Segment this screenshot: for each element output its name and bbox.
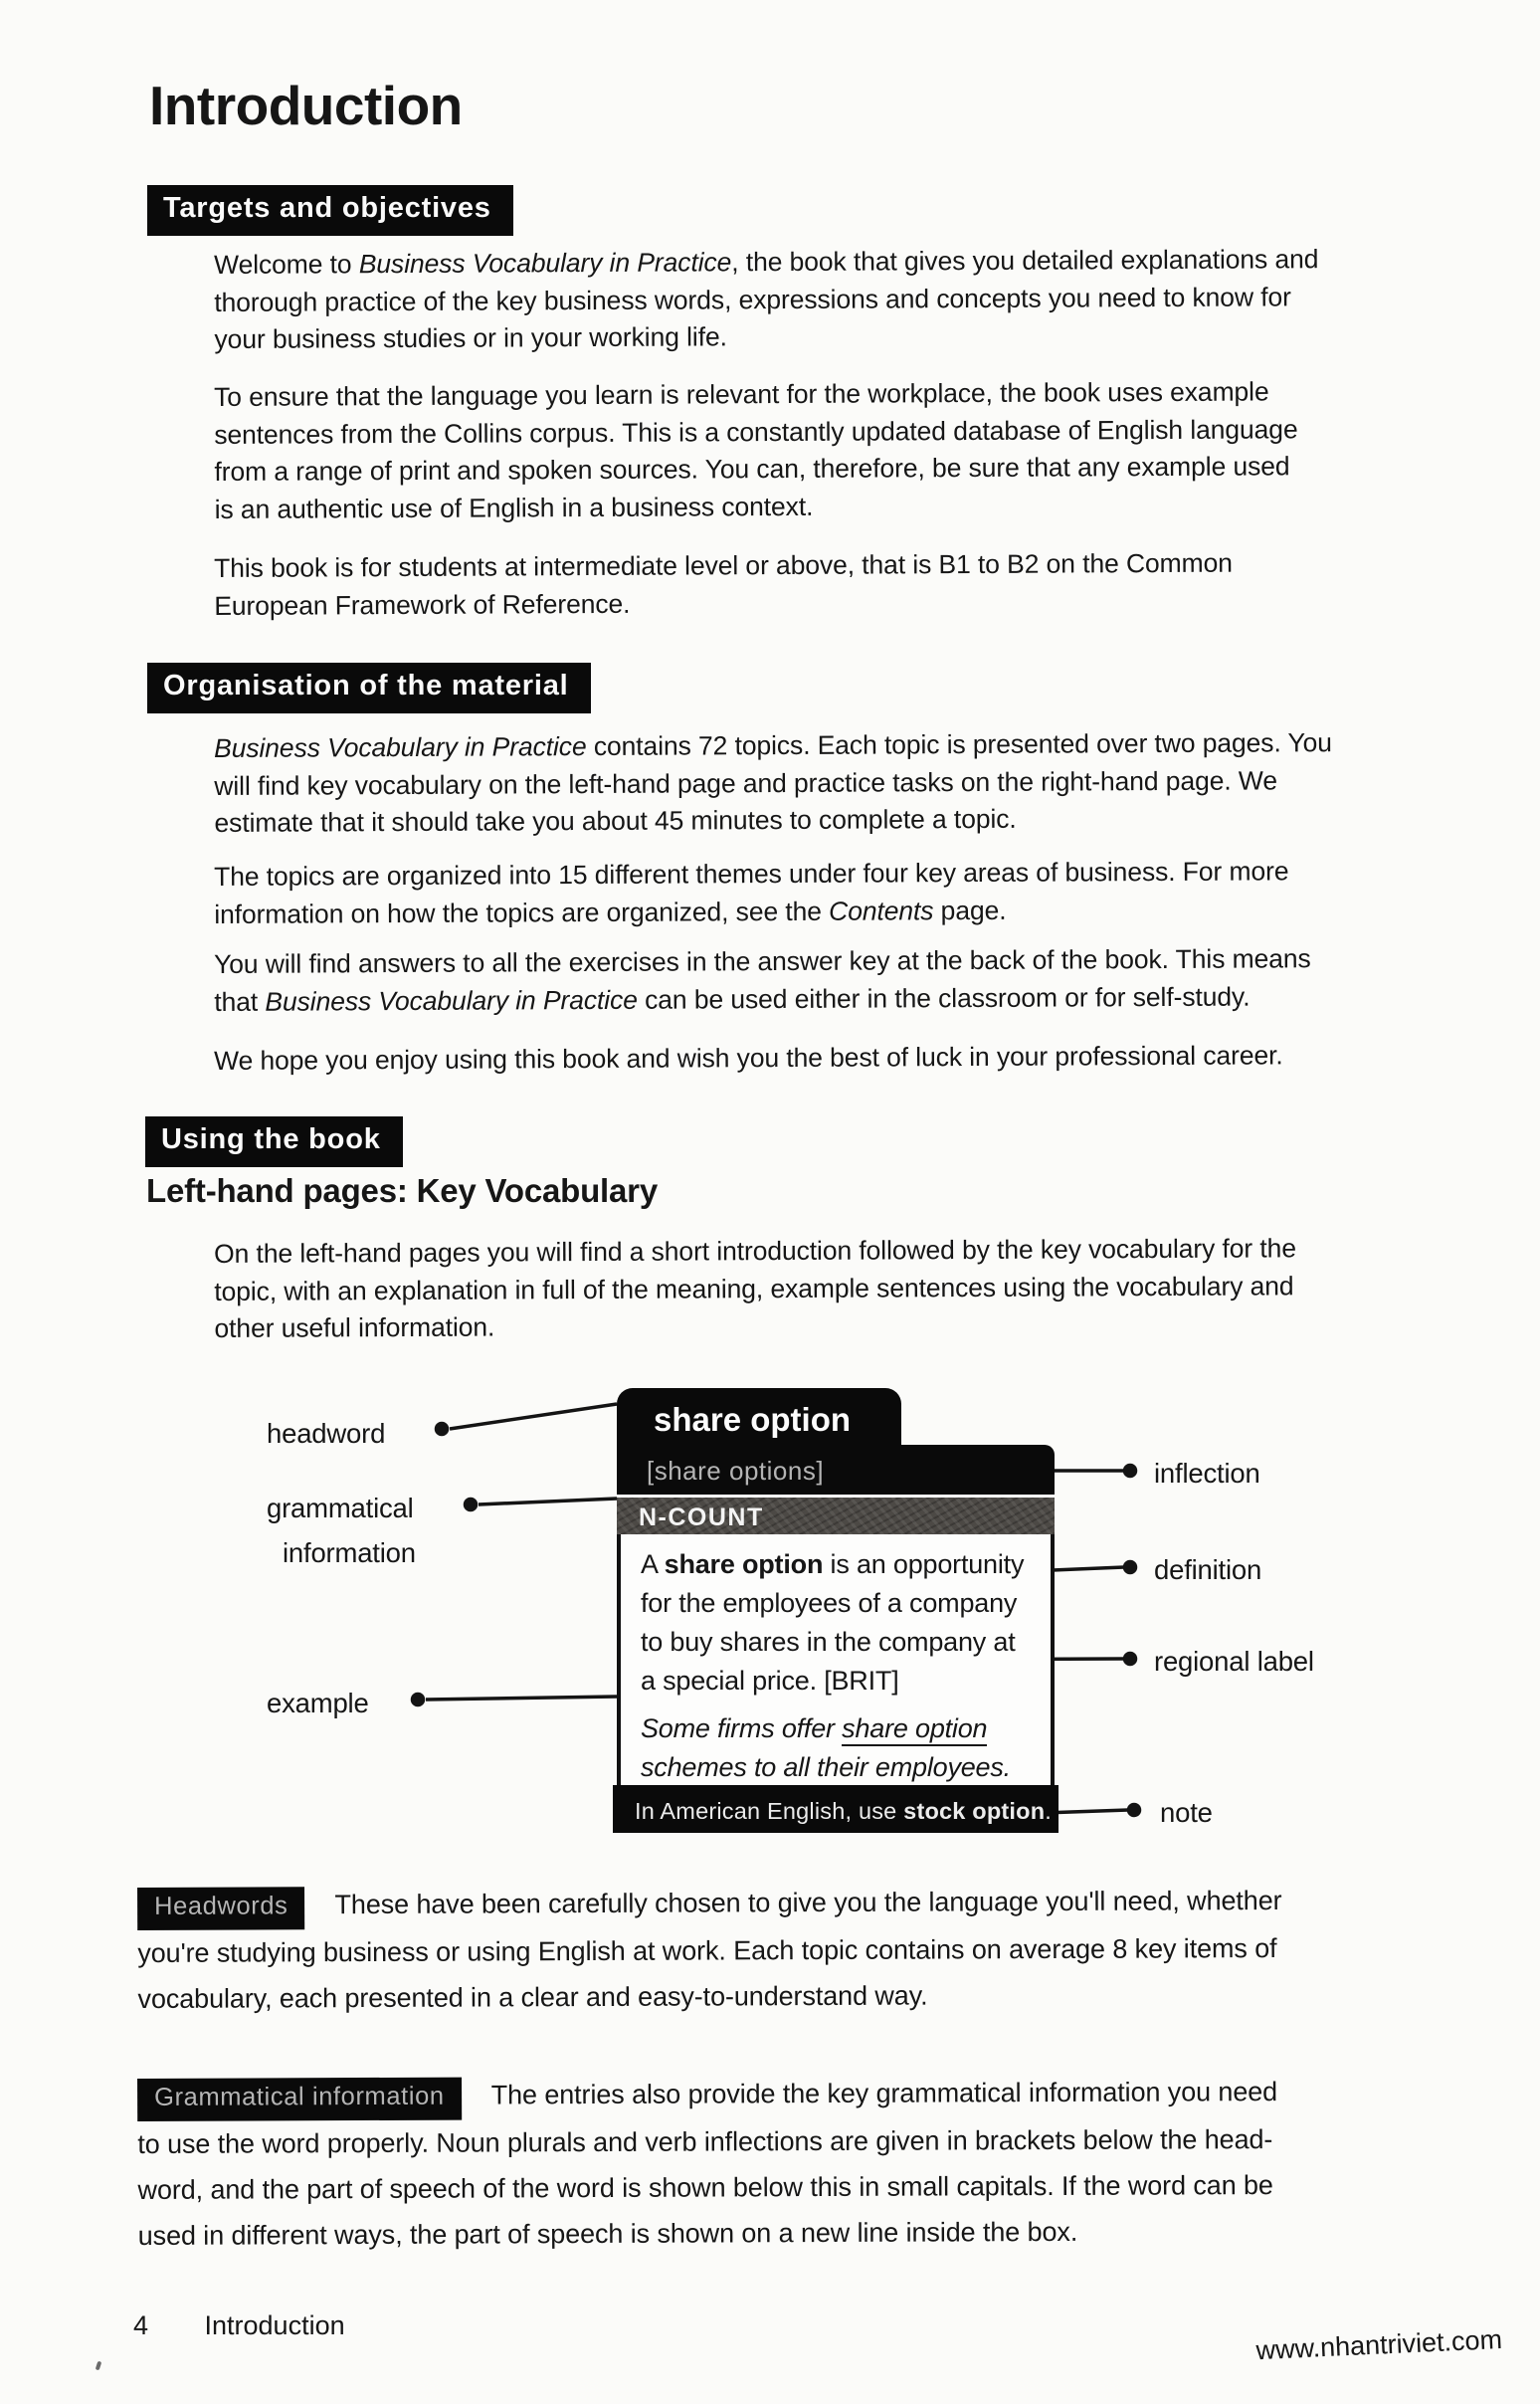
section-heading-organisation: Organisation of the material (147, 663, 591, 713)
paragraph-good-luck (214, 1037, 1283, 1080)
callout-label-grammatical-information (267, 1486, 416, 1575)
connector-example (426, 1697, 617, 1700)
footer-section-title: Introduction (204, 2310, 345, 2340)
text-segment: . (1045, 1798, 1052, 1824)
callout-label-headword: headword (267, 1418, 386, 1449)
text-segment: A (641, 1549, 665, 1579)
text-line (214, 1230, 1296, 1273)
text-segment: other useful information. (214, 1311, 495, 1343)
entry-inflection: [share options] (617, 1445, 1055, 1495)
text-line (214, 241, 1318, 284)
text-line (138, 2206, 1516, 2258)
text-segment: estimate that it should take you about 45 minutes to complete a topic. (214, 803, 1017, 838)
text-segment: sentences from the Collins corpus. This is a constantly updated database of English language (214, 413, 1298, 450)
entry-headword: share option (617, 1388, 901, 1450)
paragraph-themes (214, 853, 1289, 933)
section-heading-targets-and-objectives: Targets and objectives (147, 185, 513, 236)
text-line (641, 1709, 1037, 1748)
text-segment: We hope you enjoy using this book and wish you the best of luck in your professional career. (214, 1040, 1283, 1076)
text-line (641, 1623, 1037, 1662)
text-segment: Business Vocabulary in Practice (358, 247, 732, 280)
text-segment: The entries also provide the key grammatical information you need (490, 2076, 1278, 2110)
text-segment: European Framework of Reference. (214, 588, 631, 621)
text-line (214, 373, 1297, 416)
text-segment: for the employees of a company (641, 1588, 1018, 1618)
text-line (214, 724, 1332, 767)
text-line (214, 411, 1297, 454)
callout-label-line: grammatical (267, 1493, 414, 1523)
text-segment: , the book that gives you detailed explanations and (731, 244, 1319, 278)
section-badge: Grammatical information (137, 2078, 462, 2121)
text-segment: stock option (903, 1798, 1046, 1824)
text-segment: to buy shares in the company at (641, 1627, 1016, 1657)
text-segment: word, and the part of speech of the word is shown below this in small capitals. If the word can be (137, 2169, 1273, 2205)
text-segment: This book is for students at intermediate level or above, that is B1 to B2 on the Common (214, 547, 1233, 583)
text-segment: Business Vocabulary in Practice (214, 731, 587, 763)
text-line (214, 315, 1318, 358)
text-line (215, 486, 1298, 528)
text-segment: The topics are organized into 15 different themes under four key areas of business. For more (214, 856, 1289, 892)
text-line (214, 978, 1311, 1021)
text-segment: contains 72 topics. Each topic is presented over two pages. You (586, 727, 1332, 762)
text-segment: is an opportunity (823, 1549, 1025, 1579)
connector-dot-grammatical (466, 1500, 477, 1510)
scan-speck (96, 2361, 102, 2371)
footer-website: www.nhantriviet.com (1254, 2324, 1503, 2366)
connector-dot-example (413, 1695, 424, 1705)
text-line (137, 2114, 1515, 2166)
text-segment: that (214, 986, 266, 1017)
section-badge: Headwords (137, 1887, 305, 1929)
text-segment: Welcome to (214, 249, 359, 280)
text-segment: will find key vocabulary on the left-hand page and practice tasks on the right-hand page. We (214, 764, 1277, 801)
headwords-paragraph (137, 1877, 1516, 2022)
paragraph-answer-key (214, 940, 1311, 1021)
text-segment: Contents (829, 895, 934, 926)
text-segment: a special price. [BRIT] (641, 1666, 899, 1696)
text-segment: vocabulary, each presented in a clear and easy-to-understand way. (137, 1980, 928, 2014)
paragraph-topics (214, 724, 1332, 842)
text-line (641, 1545, 1037, 1584)
text-line (214, 1304, 1296, 1347)
text-line (214, 545, 1233, 588)
entry-example (641, 1709, 1037, 1787)
text-line (214, 448, 1297, 491)
text-segment: to use the word properly. Noun plurals and verb inflections are given in brackets below the head- (137, 2123, 1273, 2159)
callout-label-example: example (267, 1688, 369, 1718)
connector-grammatical-information (479, 1499, 617, 1504)
text-line (214, 1037, 1283, 1080)
text-segment: your business studies or in your working life. (214, 321, 727, 354)
callout-label-inflection: inflection (1154, 1458, 1260, 1489)
text-segment: thorough practice of the key business words, expressions and concepts you need to know for (214, 281, 1291, 317)
text-line (635, 1798, 1059, 1825)
text-line (137, 1969, 1515, 2021)
text-line (641, 1748, 1037, 1787)
text-line (214, 582, 1233, 625)
section-heading-using-the-book: Using the book (145, 1116, 403, 1167)
text-line (214, 891, 1289, 933)
footer-page-number: 4 (133, 2310, 149, 2340)
page-title: Introduction (149, 75, 463, 136)
text-segment: can be used either in the classroom or for self-study. (637, 981, 1251, 1015)
text-segment: These have been carefully chosen to give you the language you'll need, whether (334, 1885, 1282, 1920)
text-segment: share option (664, 1549, 824, 1579)
grammatical-information-paragraph (137, 2068, 1516, 2259)
callout-label-regional-label: regional label (1154, 1646, 1314, 1677)
text-line (214, 799, 1332, 842)
text-line (214, 279, 1318, 321)
text-segment: page. (933, 895, 1007, 925)
text-line (641, 1584, 1037, 1623)
text-segment: Some firms offer (641, 1713, 843, 1743)
paragraph-left-hand-pages (214, 1230, 1296, 1347)
text-line (214, 940, 1311, 983)
connector-dot-definition (1125, 1562, 1136, 1573)
entry-body (617, 1534, 1055, 1785)
text-segment: In American English, use (635, 1798, 904, 1824)
text-segment: is an authentic use of English in a business context. (214, 491, 814, 524)
footer (133, 2310, 345, 2341)
connector-headword (450, 1404, 617, 1429)
text-segment: On the left-hand pages you will find a short introduction followed by the key vocabulary for the (214, 1233, 1297, 1269)
text-line (137, 2160, 1515, 2212)
connector-dot-headword (437, 1424, 448, 1435)
paragraph-level (214, 545, 1233, 625)
text-line (214, 853, 1289, 896)
text-segment: To ensure that the language you learn is relevant for the workplace, the book uses example (214, 376, 1269, 412)
paragraph-collins-corpus (214, 373, 1298, 528)
connector-dot-note (1129, 1805, 1140, 1816)
text-line (214, 762, 1332, 805)
text-line (137, 2068, 1515, 2121)
callout-label-note: note (1160, 1797, 1213, 1828)
subheading-left-hand-pages: Left-hand pages: Key Vocabulary (146, 1172, 658, 1209)
text-segment: You will find answers to all the exercises in the answer key at the back of the book. This means (214, 943, 1311, 979)
callout-label-line: information (283, 1537, 416, 1568)
text-segment: share option (842, 1713, 987, 1746)
text-segment: used in different ways, the part of speech is shown on a new line inside the box. (137, 2216, 1078, 2251)
callout-label-definition: definition (1154, 1554, 1262, 1585)
text-line (641, 1662, 1037, 1701)
text-segment: schemes to all their employees. (641, 1752, 1011, 1782)
text-line (137, 1877, 1515, 1930)
connector-dot-regional-label (1125, 1654, 1136, 1665)
text-line (214, 1268, 1296, 1310)
text-segment: Business Vocabulary in Practice (265, 984, 638, 1017)
entry-note (613, 1785, 1059, 1833)
entry-part-of-speech: N-COUNT (617, 1495, 1055, 1534)
text-line (137, 1923, 1515, 1975)
text-segment: topic, with an explanation in full of the meaning, example sentences using the vocabulary and (214, 1270, 1294, 1306)
paragraph-welcome (214, 241, 1319, 358)
text-segment: you're studying business or using English at work. Each topic contains on average 8 key items of (137, 1932, 1277, 1968)
text-segment: from a range of print and spoken sources. You can, therefore, be sure that any example used (214, 451, 1290, 487)
entry-definition (641, 1545, 1037, 1701)
text-segment: information on how the topics are organized, see the (214, 896, 830, 929)
connector-dot-inflection (1125, 1466, 1136, 1477)
